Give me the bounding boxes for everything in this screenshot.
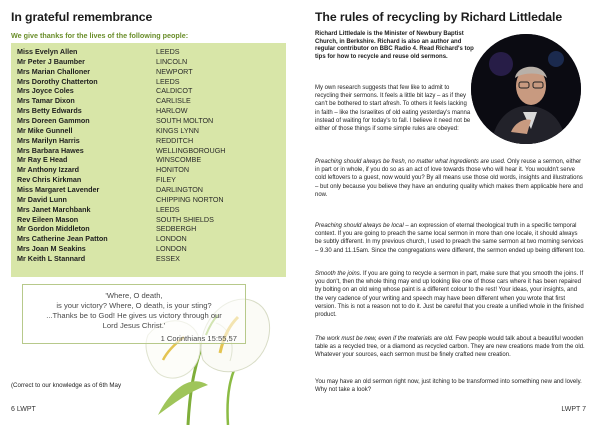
paragraph-lead: Preaching should always be fresh, no matter what ingredients are used. bbox=[315, 159, 506, 165]
remembrance-name: Mrs Catherine Jean Patton bbox=[17, 234, 108, 244]
remembrance-name: Mr Keith L Stannard bbox=[17, 254, 86, 264]
remembrance-name: Mrs Marilyn Harris bbox=[17, 135, 80, 145]
remembrance-town: NEWPORT bbox=[156, 66, 193, 76]
remembrance-town: LEEDS bbox=[156, 47, 180, 56]
remembrance-town: LONDON bbox=[156, 244, 187, 254]
remembrance-name: Mr David Lunn bbox=[17, 194, 67, 204]
remembrance-name: Rev Eileen Mason bbox=[17, 214, 79, 224]
remembrance-name: Mrs Tamar Dixon bbox=[17, 96, 75, 106]
remembrance-name: Mr Gordon Middleton bbox=[17, 224, 90, 234]
remembrance-name: Mrs Joyce Coles bbox=[17, 86, 74, 96]
left-page-footer: 6 LWPT bbox=[11, 406, 36, 413]
remembrance-town: CHIPPING NORTON bbox=[156, 194, 224, 204]
remembrance-name: Mrs Dorothy Chatterton bbox=[17, 76, 98, 86]
remembrance-town: CARLISLE bbox=[156, 96, 191, 106]
article-paragraph-5 bbox=[315, 335, 585, 360]
remembrance-town: KINGS LYNN bbox=[156, 125, 200, 135]
remembrance-name: Mr Ray E Head bbox=[17, 155, 68, 165]
quote-line: ...Thanks be to God! He gives us victory through our bbox=[46, 311, 222, 320]
correction-note: (Correct to our knowledge as of 6th May bbox=[11, 382, 122, 389]
remembrance-town: ESSEX bbox=[156, 254, 180, 264]
names-column bbox=[17, 47, 142, 264]
remembrance-town: SEDBERGH bbox=[156, 224, 197, 234]
remembrance-town: SOUTH SHIELDS bbox=[156, 214, 214, 224]
quote-line: 'Where, O death, bbox=[105, 291, 163, 300]
remembrance-name: Mrs Marian Challoner bbox=[17, 66, 91, 76]
remembrance-town: LEEDS bbox=[156, 204, 180, 214]
article-paragraph-2 bbox=[315, 158, 585, 199]
remembrance-name: Mrs Betty Edwards bbox=[17, 106, 82, 116]
paragraph-lead: Smooth the joins. bbox=[315, 271, 362, 277]
remembrance-town: DARLINGTON bbox=[156, 185, 203, 195]
right-page-footer: LWPT 7 bbox=[561, 406, 586, 413]
remembrance-name: Mr Mike Gunnell bbox=[17, 125, 73, 135]
quote-reference: 1 Corinthians 15:55,57 bbox=[160, 334, 237, 343]
author-photo bbox=[471, 34, 581, 144]
remembrance-subtitle: We give thanks for the lives of the following people: bbox=[11, 31, 189, 40]
remembrance-name: Mr Anthony Izzard bbox=[17, 165, 80, 175]
article-paragraph-6: You may have an old sermon right now, just itching to be transformed into something new and lovely. Why not take a look? bbox=[315, 379, 582, 394]
article-paragraph-1: My own research suggests that few like to admit to recycling their sermons. It feels a little bit lazy – as if they can't be bothered to start afresh. To others it feels lacking in faith – like the Israelites of old eating yesterday's manna instead of waiting for today's to fall. I believe it need not be either of those things if some simple rules are obeyed: bbox=[315, 85, 471, 133]
scripture-quote-box bbox=[22, 284, 246, 344]
remembrance-name: Mrs Barbara Hawes bbox=[17, 145, 84, 155]
paragraph-lead: Preaching should always be local bbox=[315, 223, 404, 229]
quote-line: Lord Jesus Christ.' bbox=[102, 321, 166, 330]
remembrance-town: REDDITCH bbox=[156, 135, 194, 145]
remembrance-name: Mr Peter J Baumber bbox=[17, 56, 85, 66]
paragraph-body: Few people would talk about a beautiful wooden table as a recycled tree, or a diamond as recycled carbon. They are new creations made from the old. Whatever your sources, each sermon must be finely crafted new creation. bbox=[315, 336, 585, 359]
paragraph-body: Only reuse a sermon, either in part or in whole, if you do so as an act of love towards those who will hear it. You wouldn't serve cold leftovers to a guest, now would you? By all means use those old words, insights and illustrations – but only because you believe they have an enduring quality which makes them applicable here and now. bbox=[315, 159, 583, 198]
article-intro: Richard Littledale is the Minister of Newbury Baptist Church, in Berkshire. Richard is also an author and regular contributor on BBC Radio 4. Read Richard's top tips for how to recycle and reuse old sermons. bbox=[315, 31, 474, 61]
quote-line: is your victory? Where, O death, is your sting? bbox=[56, 301, 212, 310]
paragraph-body: If you are going to recycle a sermon in part, make sure that you smooth the joins. If you don't, then the whole thing may end up looking like one of those cars where it has been repaired by bolting on an old wing whose paint is a different colour to the rest! Your ideas, your insights, and the very cadence of your writing and speech may have been different when you wrote that first version. This is not a reason not to do it. Just be careful that you create a unified whole in the finished product. bbox=[315, 271, 584, 319]
article-paragraph-4 bbox=[315, 270, 585, 319]
remembrance-town: LEEDS bbox=[156, 76, 180, 86]
remembrance-town: WINSCOMBE bbox=[156, 155, 202, 165]
remembrance-town: CALDICOT bbox=[156, 86, 193, 96]
remembrance-town: HARLOW bbox=[156, 106, 188, 116]
towns-column bbox=[156, 47, 281, 264]
right-page bbox=[300, 0, 600, 425]
remembrance-name: Mrs Janet Marchbank bbox=[17, 204, 91, 214]
author-portrait-image bbox=[471, 34, 581, 144]
remembrance-town: LONDON bbox=[156, 234, 187, 244]
remembrance-town: HONITON bbox=[156, 165, 190, 175]
paragraph-lead: The work must be new, even if the materials are old. bbox=[315, 336, 454, 342]
remembrance-name: Mrs Doreen Gammon bbox=[17, 116, 90, 126]
remembrance-list-box bbox=[11, 43, 286, 277]
remembrance-name: Rev Chris Kirkman bbox=[17, 175, 82, 185]
remembrance-town: LINCOLN bbox=[156, 56, 188, 66]
remembrance-town: FILEY bbox=[156, 175, 176, 185]
article-paragraph-3 bbox=[315, 222, 585, 255]
remembrance-town: WELLINGBOROUGH bbox=[156, 145, 226, 155]
article-title: The rules of recycling by Richard Littledale bbox=[315, 10, 563, 24]
remembrance-name: Mrs Joan M Seakins bbox=[17, 244, 86, 254]
remembrance-title: In grateful remembrance bbox=[11, 10, 153, 24]
remembrance-name: Miss Evelyn Allen bbox=[17, 47, 78, 56]
paragraph-body: – an expression of eternal theological truth in a specific temporal context. If you are going to preach the same local sermon in more than one locale, it should always be subtly different. In my previous church, I used to preach the same sermon at two morning services – 9.30 and 11.15am. Since the congregations were different, the sermon ended up being different too. bbox=[315, 223, 585, 254]
remembrance-town: SOUTH MOLTON bbox=[156, 116, 214, 126]
remembrance-name: Miss Margaret Lavender bbox=[17, 185, 100, 195]
